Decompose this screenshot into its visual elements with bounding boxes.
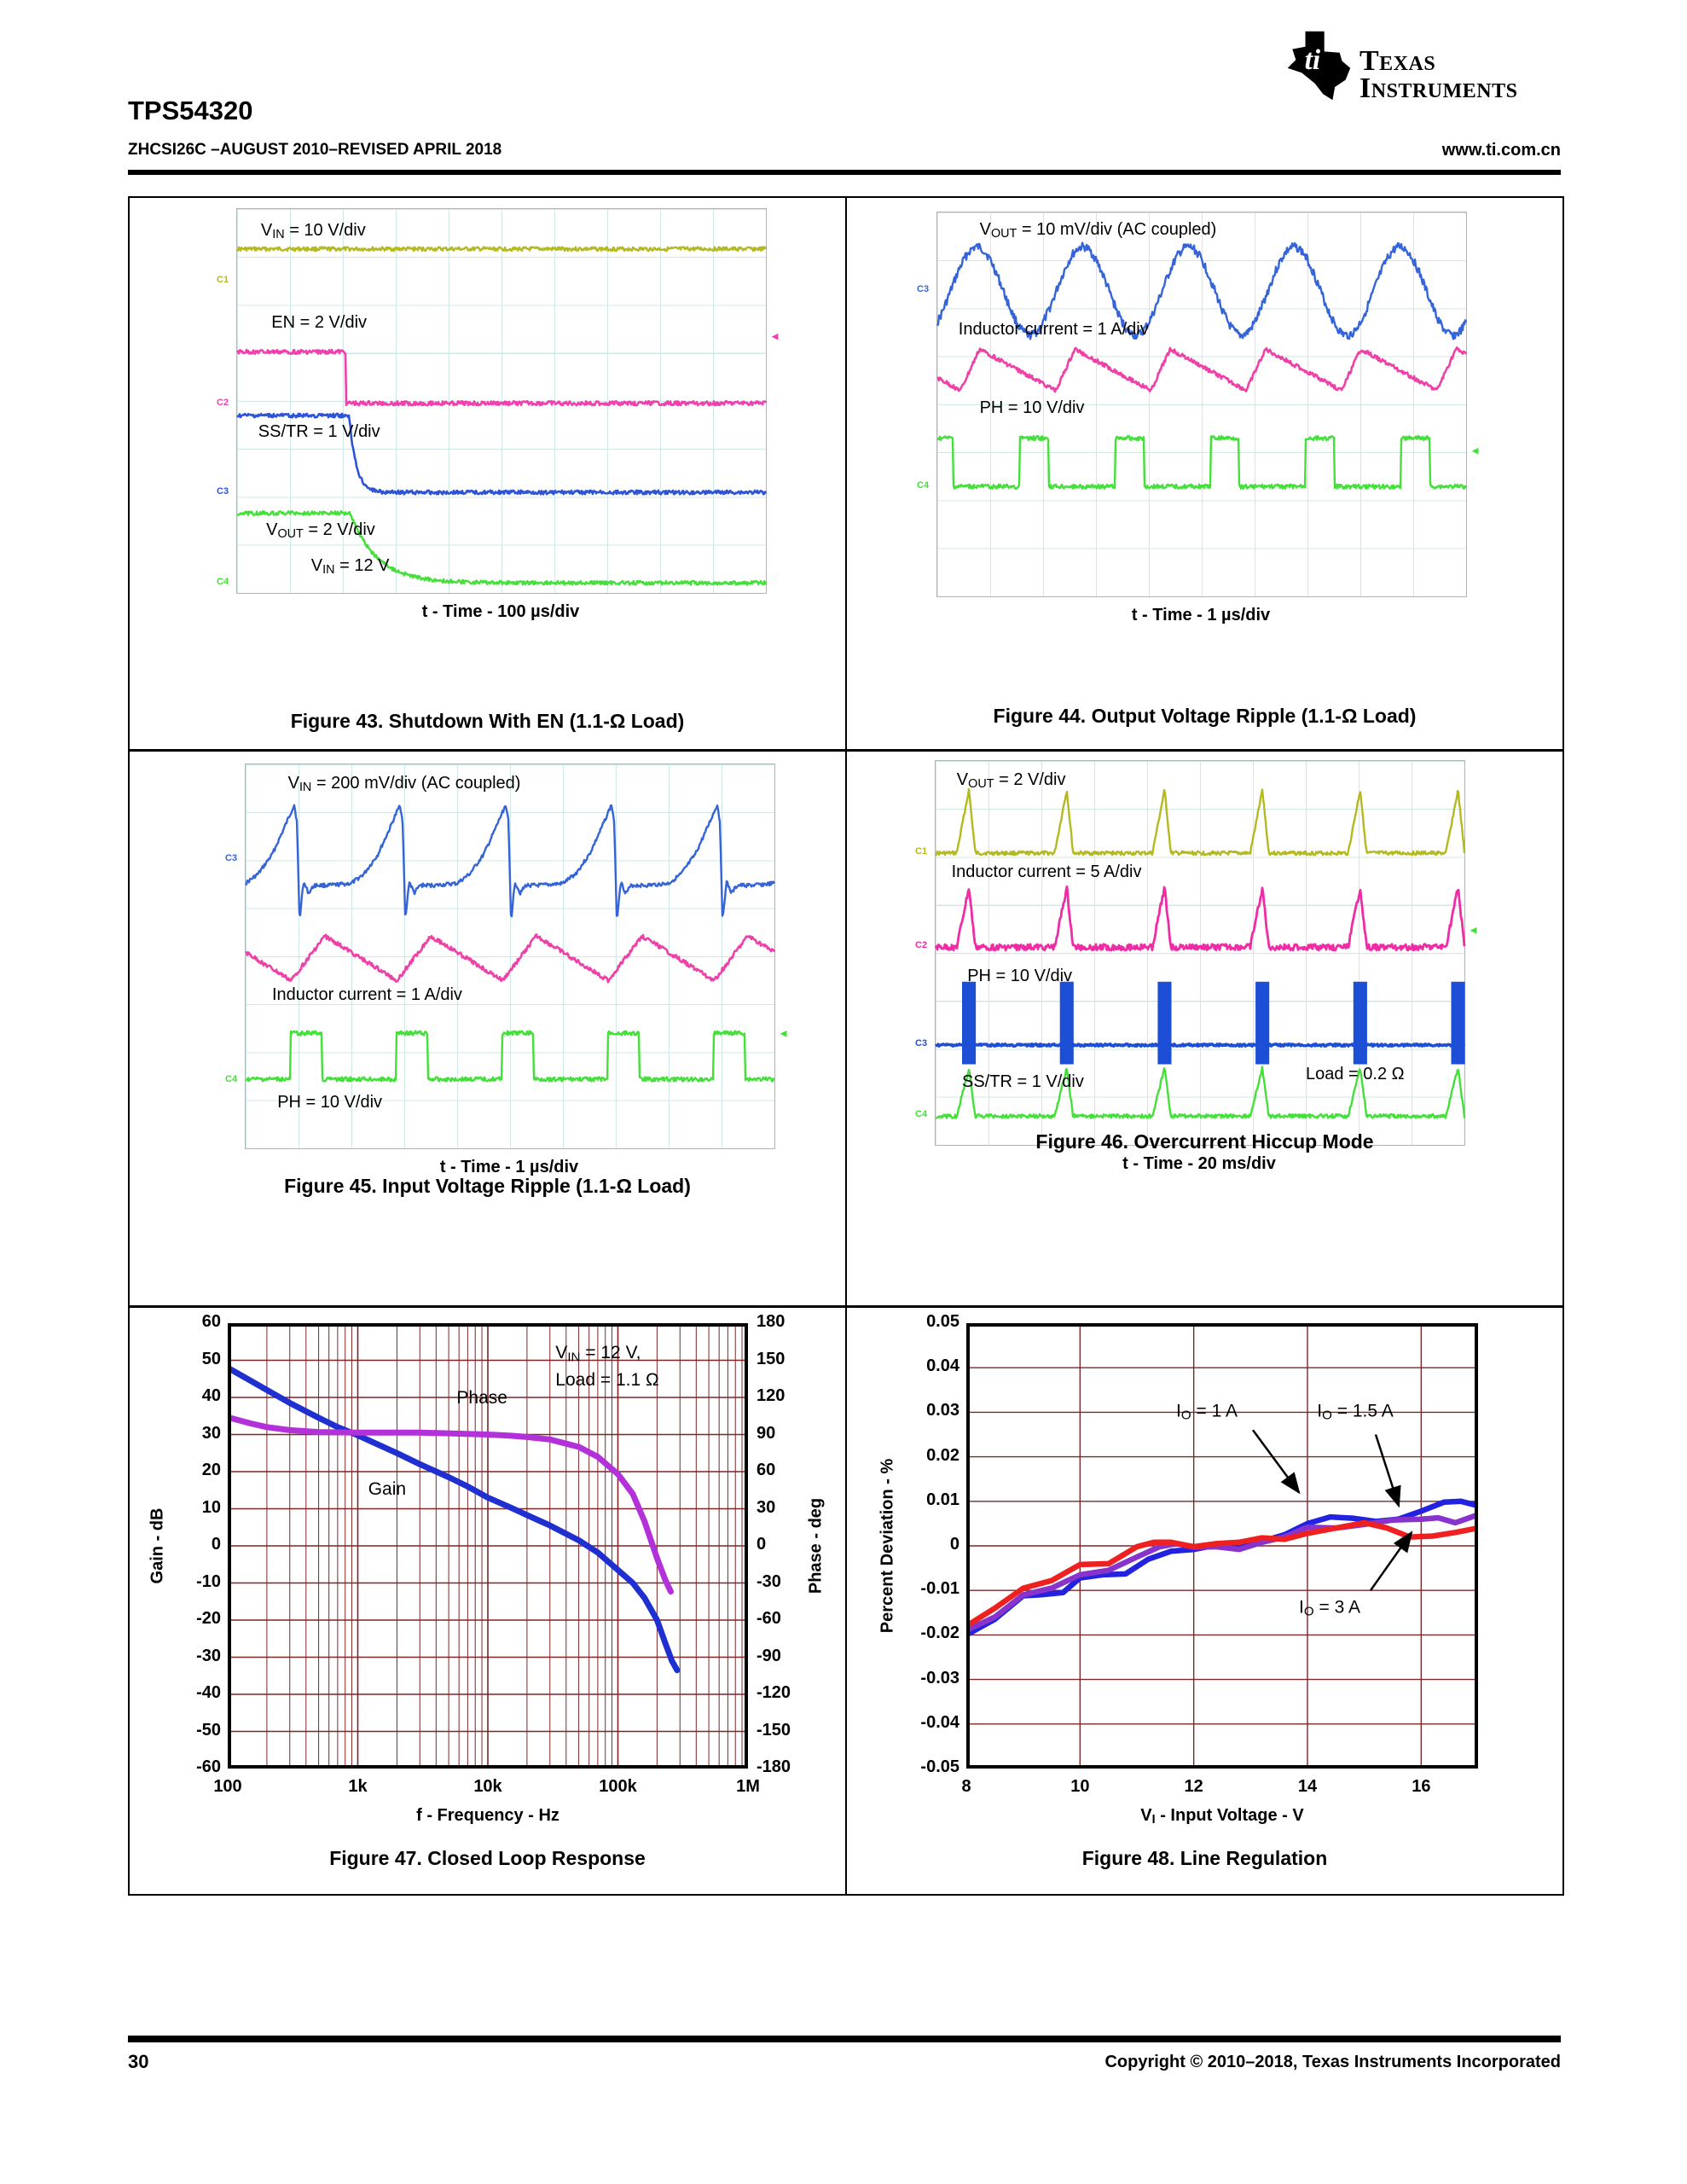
scope-label: $V_{IN} = 10$ V/div — [260, 221, 366, 242]
axis-tick-label: -30 — [196, 1646, 221, 1665]
scope-label: $V_{OUT} = 2$ V/div — [956, 770, 1066, 792]
scope-label: $V_{IN} = 12$ V — [310, 556, 390, 578]
logo-texas: Texas — [1359, 45, 1436, 77]
scope-label: EN = 2 V/div — [271, 312, 368, 332]
ti-logo-wordmark — [1359, 29, 1517, 103]
scope-label: $V_{OUT} = 10$ mV/div (AC coupled) — [979, 220, 1217, 241]
axis-tick-label: 12 — [1184, 1777, 1203, 1796]
channel-marker-c3: C3 — [225, 853, 238, 864]
axis-tick-label: -150 — [757, 1720, 791, 1740]
scope-trace-square — [246, 1031, 774, 1082]
scope-trace-saw — [246, 934, 774, 982]
doc-revision-line: ZHCSI26C –AUGUST 2010–REVISED APRIL 2018 — [128, 141, 502, 159]
fig45-time-axis-label: t - Time - 1 µs/div — [439, 1158, 579, 1176]
scope-label: SS/TR = 1 V/div — [962, 1072, 1084, 1091]
scope-label: $V_{OUT} = 2$ V/div — [266, 520, 375, 541]
axis-tick-label: -0.04 — [920, 1712, 959, 1732]
scope-label: PH = 10 V/div — [277, 1092, 383, 1112]
figure-43-panel — [130, 198, 845, 749]
axis-tick-label: 100 — [213, 1777, 242, 1796]
chart-annotation: Gain — [368, 1478, 407, 1499]
channel-marker-c4: C4 — [915, 1109, 928, 1119]
scope-label: $V_{IN} = 200$ mV/div (AC coupled) — [287, 774, 521, 795]
scope-grid-fig45 — [225, 764, 789, 1149]
axis-tick-label: 10 — [1070, 1777, 1090, 1796]
fig43-caption: Figure 43. Shutdown With EN (1.1-Ω Load) — [290, 710, 685, 732]
axis-tick-label: 0.05 — [926, 1312, 959, 1331]
fig48-caption: Figure 48. Line Regulation — [1081, 1847, 1328, 1869]
axis-tick-label: 40 — [201, 1386, 221, 1405]
right-axis-title: Phase - deg — [806, 1497, 826, 1594]
axis-tick-label: 30 — [757, 1497, 776, 1517]
series-io-=-3-a — [966, 1523, 1478, 1626]
axis-tick-label: 14 — [1297, 1777, 1318, 1796]
axis-tick-label: 30 — [201, 1423, 221, 1443]
axis-tick-label: 50 — [201, 1349, 221, 1368]
line-regulation-chart-fig48 — [847, 1308, 1562, 1892]
scope-label: Inductor current = 1 A/div — [958, 320, 1149, 339]
axis-tick-label: 90 — [757, 1423, 776, 1443]
figure-46-panel — [847, 752, 1562, 1305]
left-axis-title: Gain - dB — [148, 1507, 167, 1584]
scope-grid-fig43 — [217, 208, 780, 594]
axis-tick-label: -0.01 — [920, 1579, 959, 1599]
channel-marker-c1: C1 — [217, 275, 229, 286]
axis-tick-label: -30 — [757, 1571, 781, 1591]
trigger-arrow-icon: ◄ — [1470, 444, 1481, 457]
fig44-time-axis-label: t - Time - 1 µs/div — [1131, 606, 1271, 624]
axis-tick-label: 1M — [736, 1777, 760, 1796]
axis-tick-label: -40 — [196, 1683, 221, 1702]
scope-label: Inductor current = 5 A/div — [951, 863, 1142, 882]
axis-tick-label: -90 — [757, 1646, 781, 1665]
left-axis-title: Percent Deviation - % — [878, 1458, 897, 1634]
axis-tick-label: -0.02 — [920, 1623, 959, 1643]
axis-tick-label: 0.04 — [926, 1356, 959, 1376]
axis-tick-label: -120 — [757, 1683, 791, 1702]
fig46-caption: Figure 46. Overcurrent Hiccup Mode — [1035, 1130, 1374, 1153]
fig45-caption: Figure 45. Input Voltage Ripple (1.1-Ω Load) — [284, 1175, 691, 1197]
x-axis-title: f - Frequency - Hz — [416, 1806, 559, 1825]
scope-trace-spikes — [936, 789, 1464, 855]
axis-tick-label: -180 — [757, 1757, 791, 1776]
line-regulation-svg — [966, 1323, 1478, 1769]
scope-trace-noisyflat — [237, 247, 766, 252]
scope-grid-fig44 — [917, 212, 1481, 597]
footer-rule — [128, 2036, 1561, 2042]
channel-marker-c3: C3 — [217, 486, 229, 497]
trigger-arrow-icon: ◄ — [778, 1026, 789, 1040]
ti-logo-ti-text: ti — [1304, 44, 1321, 77]
chart-annotation: $V_{IN} = 12$ V, — [555, 1343, 641, 1365]
axis-tick-label: 10 — [201, 1497, 221, 1517]
axis-tick-label: 120 — [757, 1386, 786, 1405]
axis-tick-label: 60 — [757, 1461, 776, 1479]
figure-grid — [128, 196, 1564, 1896]
axis-tick-label: 60 — [201, 1312, 221, 1331]
axis-tick-label: 16 — [1412, 1777, 1431, 1796]
scope-trace-square — [937, 436, 1466, 489]
channel-marker-c3: C3 — [917, 284, 930, 294]
x-axis-title: $V_I$ - Input Voltage - V — [1140, 1806, 1304, 1827]
scope-label: Load = 0.2 Ω — [1306, 1064, 1405, 1083]
figure-44-panel — [847, 198, 1562, 749]
scope-trace-ripple — [246, 805, 774, 916]
channel-marker-c4: C4 — [225, 1074, 238, 1084]
channel-marker-c3: C3 — [915, 1037, 928, 1048]
ti-texas-map-icon — [1279, 29, 1353, 102]
scope-label: SS/TR = 1 V/div — [258, 421, 380, 441]
axis-tick-label: -60 — [196, 1757, 221, 1776]
scope-grid-fig46 — [915, 760, 1479, 1146]
chart-annotation: Phase — [456, 1387, 507, 1408]
axis-tick-label: 8 — [961, 1777, 971, 1796]
axis-tick-label: 0 — [757, 1535, 767, 1554]
axis-tick-label: -60 — [757, 1609, 781, 1628]
axis-tick-label: -0.05 — [920, 1757, 959, 1776]
axis-tick-label: 20 — [201, 1461, 221, 1479]
scope-label: PH = 10 V/div — [967, 966, 1073, 985]
scope-trace-burst — [936, 1044, 1464, 1047]
trigger-arrow-icon: ◄ — [769, 329, 780, 342]
doc-info-row — [128, 141, 1561, 160]
scope-trace-spikes — [936, 886, 1464, 950]
copyright-text: Copyright © 2010–2018, Texas Instruments Incorporated — [1104, 2053, 1561, 2071]
axis-tick-label: 1k — [348, 1777, 368, 1796]
channel-marker-c1: C1 — [915, 845, 928, 857]
axis-tick-label: 0.03 — [926, 1401, 959, 1420]
fig46-time-axis-label: t - Time - 20 ms/div — [1122, 1154, 1276, 1173]
scope-traces-fig45 — [246, 764, 774, 1148]
fig44-caption: Figure 44. Output Voltage Ripple (1.1-Ω Load) — [993, 705, 1417, 727]
channel-marker-c2: C2 — [217, 398, 229, 409]
fig47-caption: Figure 47. Closed Loop Response — [329, 1847, 646, 1869]
axis-tick-label: 0 — [949, 1535, 959, 1554]
axis-tick-label: 0.01 — [926, 1490, 959, 1509]
bode-plot-fig47 — [130, 1308, 845, 1892]
part-number: TPS54320 — [128, 96, 253, 125]
axis-tick-label: 150 — [757, 1349, 786, 1368]
website-link[interactable]: www.ti.com.cn — [1441, 141, 1561, 160]
axis-tick-label: 0 — [211, 1535, 221, 1554]
chart-annotation: $I_O = 3$ A — [1299, 1597, 1360, 1619]
logo-instruments: Instruments — [1359, 73, 1518, 105]
figure-47-panel — [130, 1308, 845, 1892]
axis-tick-label: -50 — [196, 1720, 221, 1740]
chart-annotation: Load = 1.1 Ω — [555, 1369, 659, 1390]
scope-trace-saw — [937, 347, 1466, 392]
series-phase — [228, 1417, 671, 1591]
channel-marker-c4: C4 — [917, 479, 930, 491]
channel-marker-c2: C2 — [915, 940, 928, 950]
axis-tick-label: -0.03 — [920, 1668, 959, 1687]
series-gain — [228, 1368, 677, 1670]
scope-label: Inductor current = 1 A/div — [272, 985, 462, 1004]
axis-tick-label: -20 — [196, 1609, 221, 1628]
scope-label: PH = 10 V/div — [979, 398, 1085, 418]
chart-annotation: $I_O = 1.5$ A — [1317, 1401, 1394, 1424]
axis-tick-label: 10k — [473, 1777, 502, 1796]
chart-annotation: $I_O = 1$ A — [1176, 1401, 1238, 1424]
trigger-arrow-icon: ◄ — [1468, 923, 1479, 937]
ti-logo — [1279, 29, 1517, 103]
axis-tick-label: 180 — [757, 1312, 786, 1331]
axis-tick-label: 0.02 — [926, 1445, 959, 1465]
scope-trace-stepdown — [237, 350, 766, 405]
channel-marker-c4: C4 — [217, 576, 229, 587]
figure-45-panel — [130, 752, 845, 1305]
axis-tick-label: -10 — [196, 1571, 221, 1591]
fig43-time-axis-label: t - Time - 100 µs/div — [421, 602, 580, 621]
page-number: 30 — [128, 2051, 149, 2072]
axis-tick-label: 100k — [599, 1777, 637, 1796]
figure-48-panel — [847, 1308, 1562, 1892]
header-rule — [128, 170, 1561, 175]
